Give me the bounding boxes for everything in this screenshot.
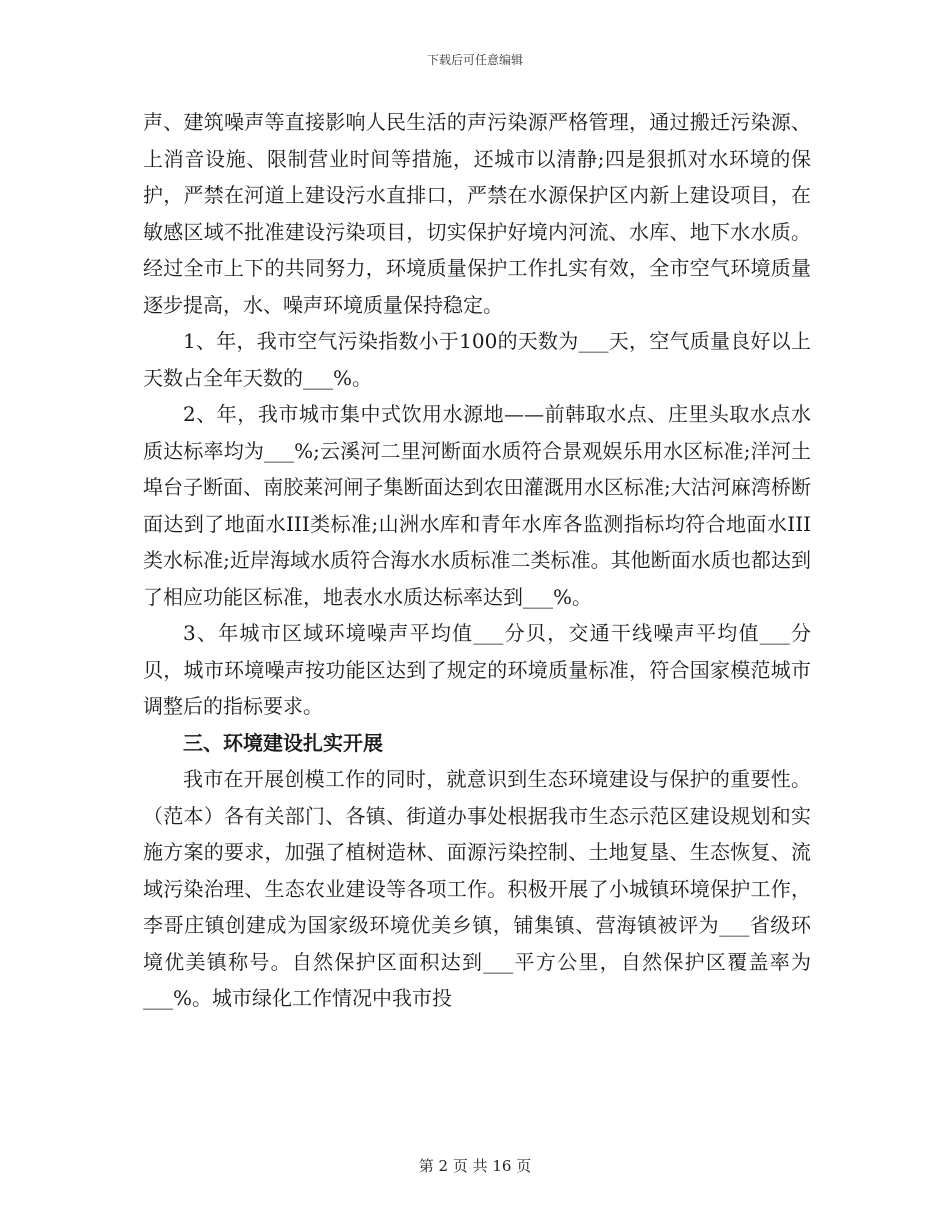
document-body bbox=[143, 104, 811, 1017]
paragraph-air-quality: 1、年，我市空气污染指数小于100的天数为___天，空气质量良好以上天数占全年天数的___%。 bbox=[143, 329, 811, 390]
paragraph-continuation: 声、建筑噪声等直接影响人民生活的声污染源严格管理，通过搬迁污染源、上消音设施、限制营业时间等措施，还城市以清静;四是狠抓对水环境的保护，严禁在河道上建设污水直排口，严禁在水源保护区内新上建设项目，在敏感区域不批准建设污染项目，切实保护好境内河流、水库、地下水水质。经过全市上下的共同努力，环境质量保护工作扎实有效，全市空气环境质量逐步提高，水、噪声环境质量保持稳定。 bbox=[143, 110, 811, 317]
paragraph-eco-construction: 我市在开展创模工作的同时，就意识到生态环境建设与保护的重要性。（范本）各有关部门、各镇、街道办事处根据我市生态示范区建设规划和实施方案的要求，加强了植树造林、面源污染控制、土地复垦、生态恢复、流域污染治理、生态农业建设等各项工作。积极开展了小城镇环境保护工作，李哥庄镇创建成为国家级环境优美乡镇，铺集镇、营海镇被评为___省级环境优美镇称号。自然保护区面积达到___平方公里，自然保护区覆盖率为___%。城市绿化工作情况中我市投 bbox=[143, 767, 811, 1010]
page-header: 下载后可任意编辑 bbox=[426, 53, 523, 67]
paragraph-water-quality: 2、年，我市城市集中式饮用水源地——前韩取水点、庄里头取水点水质达标率均为___%;云溪河二里河断面水质符合景观娱乐用水区标准;洋河土埠台子断面、南胶莱河闸子集断面达到农田灌溉用水区标准;大沽河麻湾桥断面达到了地面水III类标准;山洲水库和青年水库各监测指标均符合地面水III类水标准;近岸海域水质符合海水水质标准二类标准。其他断面水质也都达到了相应功能区标准，地表水水质达标率达到___%。 bbox=[143, 402, 811, 609]
page-number: 第 2 页 共 16 页 bbox=[418, 1157, 532, 1175]
paragraph-noise: 3、年城市区域环境噪声平均值___分贝，交通干线噪声平均值___分贝，城市环境噪声按功能区达到了规定的环境质量标准，符合国家模范城市调整后的指标要求。 bbox=[143, 621, 811, 718]
section-heading: 三、环境建设扎实开展 bbox=[183, 730, 383, 755]
